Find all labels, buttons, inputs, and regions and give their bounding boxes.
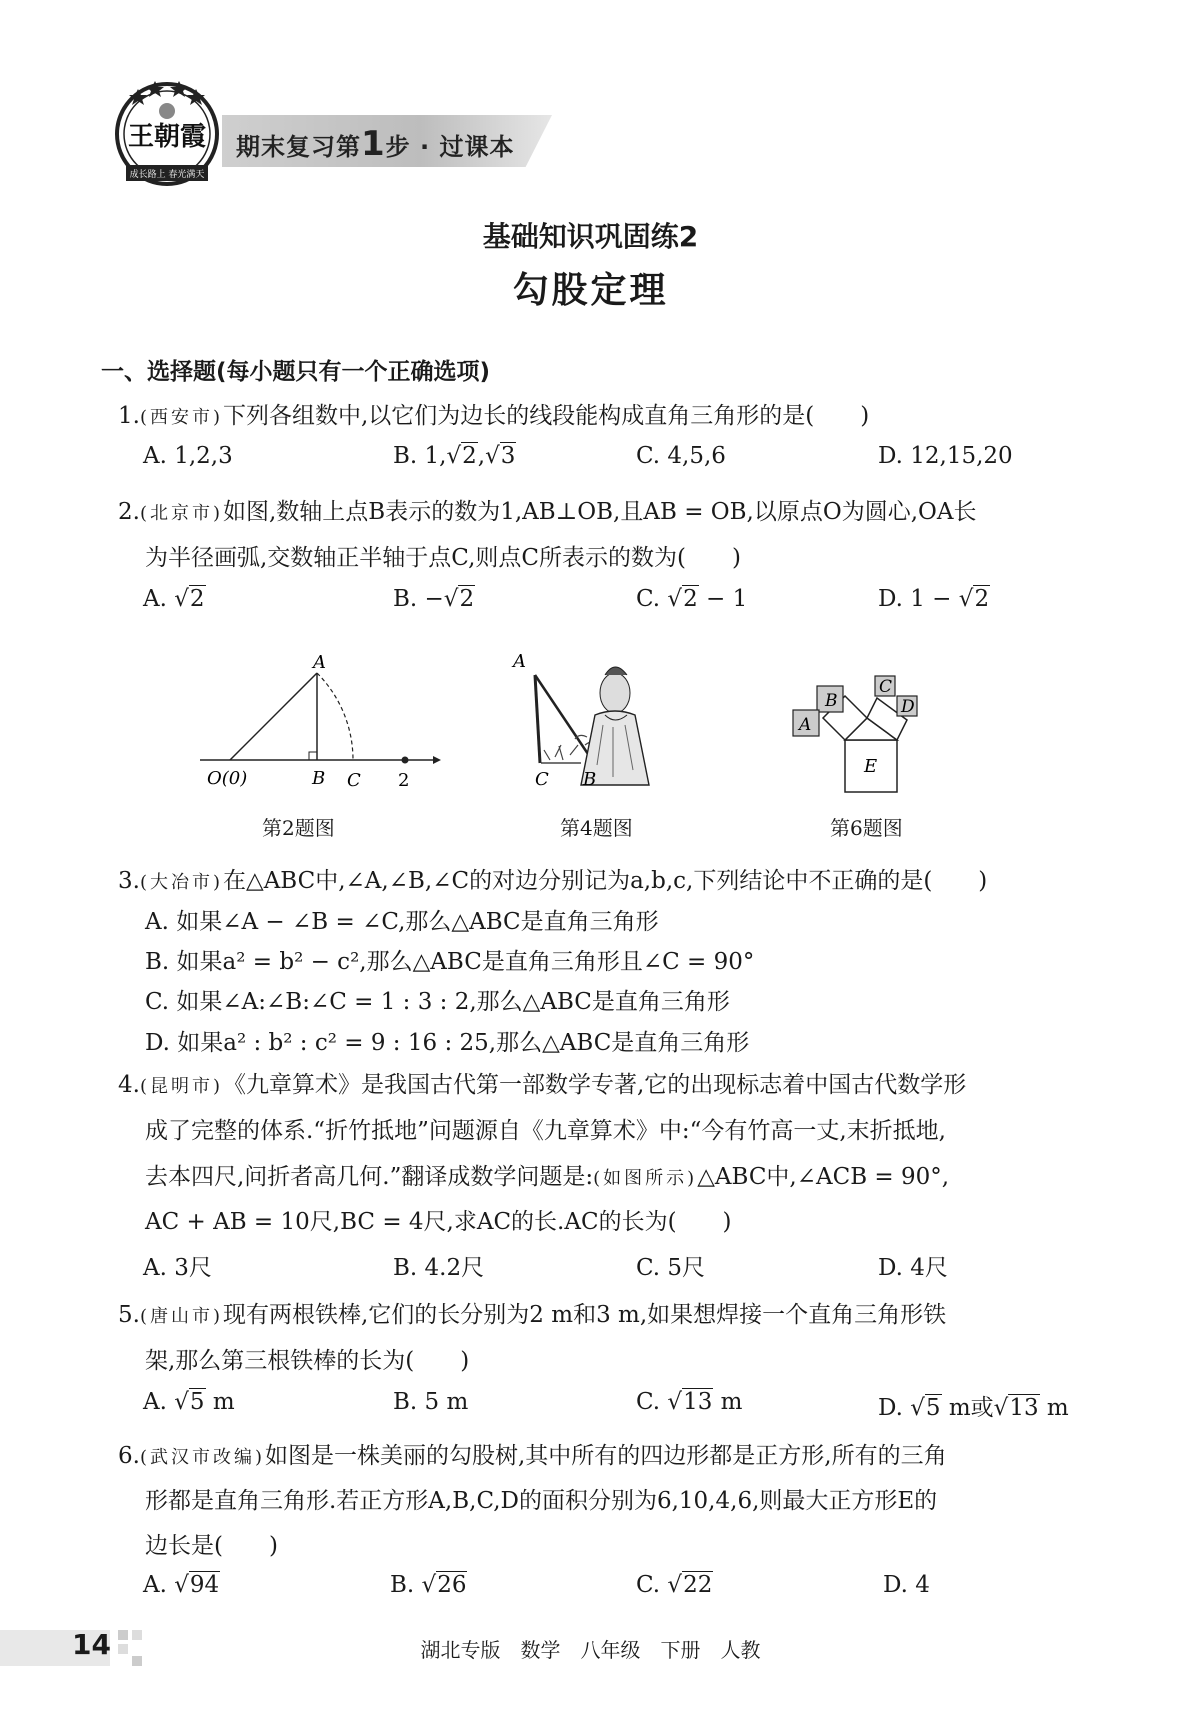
q5-option-c[interactable]: C. √13 m <box>636 1389 743 1415</box>
question-4-line-4: AC + AB = 10尺,BC = 4尺,求AC的长.AC的长为( ) <box>145 1209 732 1235</box>
page-subtitle: 基础知识巩固练2 <box>482 220 699 253</box>
q5-option-d[interactable]: D. √5 m或√13 m <box>878 1395 1069 1421</box>
svg-text:2: 2 <box>398 770 410 791</box>
svg-text:C: C <box>347 770 361 791</box>
q5-option-a[interactable]: A. √5 m <box>143 1389 235 1415</box>
q6-option-d[interactable]: D. 4 <box>883 1572 930 1598</box>
page-title: 勾股定理 <box>512 270 669 311</box>
svg-text:成长路上 春光满天: 成长路上 春光满天 <box>129 170 205 180</box>
question-2: 2.(北京市)如图,数轴上点B表示的数为1,AB⊥OB,且AB = OB,以原点O为圆心,OA长 <box>118 499 977 525</box>
question-6-line-2: 形都是直角三角形.若正方形A,B,C,D的面积分别为6,10,4,6,则最大正方形E的 <box>145 1488 938 1514</box>
figure-4-bamboo-illustration <box>505 645 685 795</box>
question-6: 6.(武汉市改编)如图是一株美丽的勾股树,其中所有的四边形都是正方形,所有的三角 <box>118 1443 947 1469</box>
svg-text:C: C <box>535 769 549 790</box>
footer-info: 湖北专版 数学 八年级 下册 人教 <box>420 1638 761 1662</box>
q5-option-b[interactable]: B. 5 m <box>393 1389 469 1415</box>
question-5-line-2: 架,那么第三根铁棒的长为( ) <box>145 1348 470 1374</box>
q6-option-c[interactable]: C. √22 <box>636 1572 713 1598</box>
question-2-line-2: 为半径画弧,交数轴正半轴于点C,则点C所表示的数为( ) <box>145 545 741 571</box>
q2-option-c[interactable]: C. √2 − 1 <box>636 586 748 612</box>
section-heading: 一、选择题(每小题只有一个正确选项) <box>101 359 491 385</box>
svg-text:O(0): O(0) <box>207 768 248 789</box>
header-banner-text: 期末复习第1步 · 过课本 <box>236 124 515 164</box>
q3-option-b[interactable]: B. 如果a² = b² − c²,那么△ABC是直角三角形且∠C = 90° <box>145 949 755 975</box>
figure-2-number-line <box>195 650 445 800</box>
question-4: 4.(昆明市)《九章算术》是我国古代第一部数学专著,它的出现标志着中国古代数学形 <box>118 1072 967 1098</box>
q1-option-a[interactable]: A. 1,2,3 <box>143 443 233 469</box>
question-6-line-3: 边长是( ) <box>145 1533 278 1559</box>
figure-6-caption: 第6题图 <box>830 816 903 840</box>
q3-option-d[interactable]: D. 如果a² : b² : c² = 9 : 16 : 25,那么△ABC是直角三角形 <box>145 1030 750 1056</box>
svg-text:A: A <box>313 652 326 673</box>
q2-option-d[interactable]: D. 1 − √2 <box>878 586 990 612</box>
svg-text:王朝霞: 王朝霞 <box>127 122 207 152</box>
svg-text:A: A <box>799 715 812 735</box>
q6-option-b[interactable]: B. √26 <box>390 1572 467 1598</box>
page-number: 14 <box>72 1628 111 1661</box>
svg-text:D: D <box>901 697 915 717</box>
question-1: 1.(西安市)下列各组数中,以它们为边长的线段能构成直角三角形的是( ) <box>118 403 870 429</box>
svg-text:A: A <box>513 651 526 672</box>
q1-option-d[interactable]: D. 12,15,20 <box>878 443 1013 469</box>
svg-text:E: E <box>864 756 878 777</box>
q6-option-a[interactable]: A. √94 <box>143 1572 220 1598</box>
q1-option-b[interactable]: B. 1,√2,√3 <box>393 443 516 469</box>
svg-text:B: B <box>825 691 838 711</box>
svg-text:C: C <box>879 677 893 697</box>
q2-option-a[interactable]: A. √2 <box>143 586 205 612</box>
svg-text:B: B <box>583 769 597 790</box>
question-4-line-3: 去本四尺,问折者高几何.”翻译成数学问题是:(如图所示)△ABC中,∠ACB = 90°, <box>145 1164 950 1190</box>
question-4-line-2: 成了完整的体系.“折竹抵地”问题源自《九章算术》中:“今有竹高一丈,末折抵地, <box>145 1118 946 1144</box>
q3-option-a[interactable]: A. 如果∠A − ∠B = ∠C,那么△ABC是直角三角形 <box>145 909 659 935</box>
figure-2-caption: 第2题图 <box>262 816 335 840</box>
q1-option-c[interactable]: C. 4,5,6 <box>636 443 726 469</box>
q3-option-c[interactable]: C. 如果∠A:∠B:∠C = 1 : 3 : 2,那么△ABC是直角三角形 <box>145 989 730 1015</box>
question-5: 5.(唐山市)现有两根铁棒,它们的长分别为2 m和3 m,如果想焊接一个直角三角形铁 <box>118 1302 947 1328</box>
q4-option-b[interactable]: B. 4.2尺 <box>393 1255 485 1281</box>
question-3: 3.(大冶市)在△ABC中,∠A,∠B,∠C的对边分别记为a,b,c,下列结论中不正确的是( ) <box>118 868 988 894</box>
publisher-logo <box>108 75 226 193</box>
figure-4-caption: 第4题图 <box>560 816 633 840</box>
svg-text:B: B <box>312 768 326 789</box>
q2-option-b[interactable]: B. −√2 <box>393 586 475 612</box>
q4-option-d[interactable]: D. 4尺 <box>878 1255 948 1281</box>
figure-6-pythagoras-tree <box>785 648 955 798</box>
q4-option-c[interactable]: C. 5尺 <box>636 1255 706 1281</box>
q4-option-a[interactable]: A. 3尺 <box>143 1255 212 1281</box>
